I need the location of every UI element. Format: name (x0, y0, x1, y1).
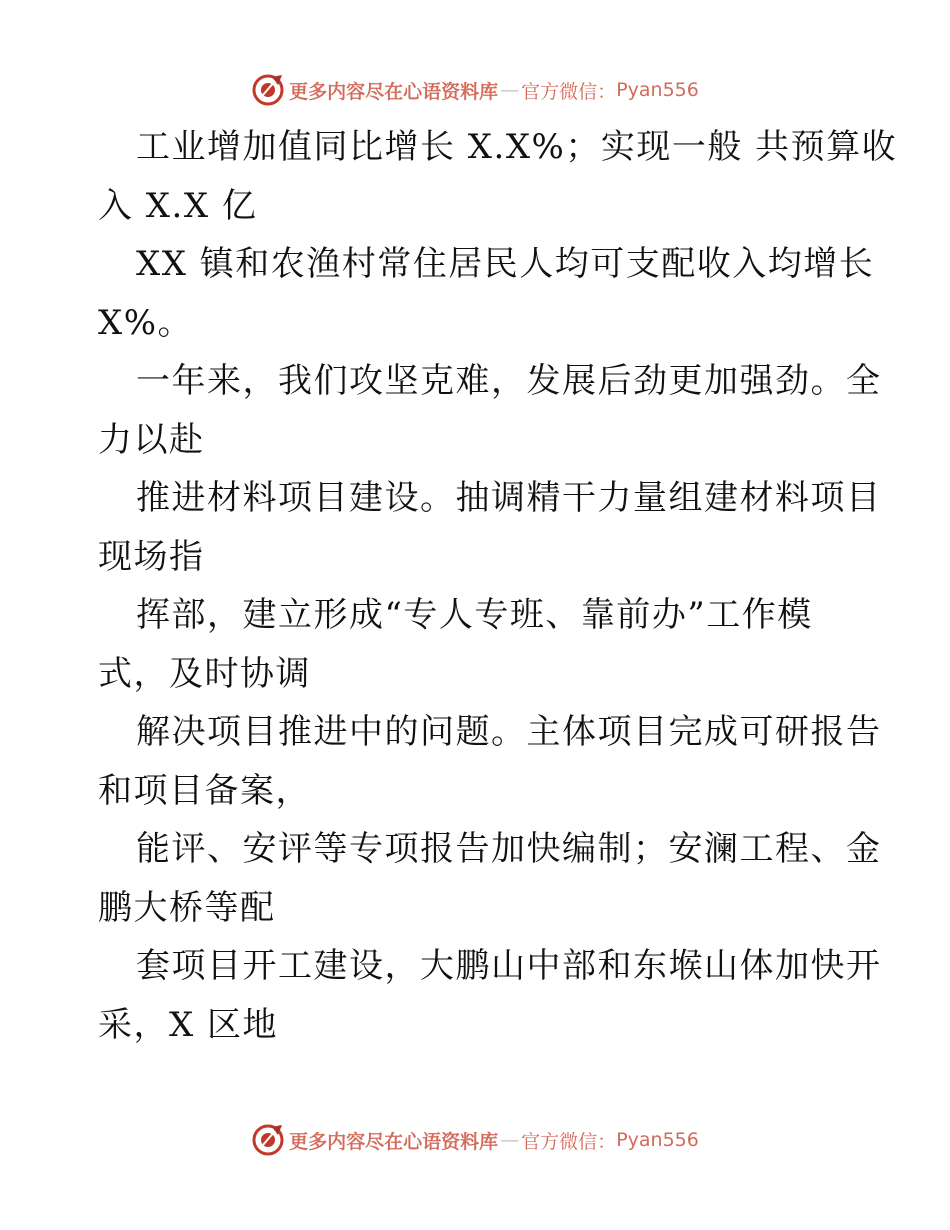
paragraph (98, 469, 882, 586)
paragraph-line: 和项目备案， (98, 770, 311, 811)
watermark-brand: 更多内容尽在心语资料库 (289, 80, 499, 103)
paragraph-line: 式，及时协调 (98, 653, 311, 694)
watermark-brand: 更多内容尽在心语资料库 (289, 1130, 499, 1153)
paragraph (98, 703, 882, 820)
watermark-wechat-label: 官方微信： (521, 1130, 617, 1153)
paragraph (98, 235, 875, 352)
paragraph (98, 352, 882, 469)
paragraph-line: 力以赴 (98, 419, 205, 460)
paragraph-line: XX 镇和农渔村常住居民人均可支配收入均增长 (136, 244, 875, 284)
paragraph-line: 工业增加值同比增长 X.X%；实现一般 共预算收 (136, 127, 898, 167)
watermark-wechat-id: Pyan556 (616, 79, 699, 101)
quill-logo-icon (251, 73, 285, 107)
paragraph (98, 820, 882, 937)
paragraph-line: 现场指 (98, 536, 205, 577)
watermark-wechat-label: 官方微信： (521, 80, 617, 103)
paragraph (98, 586, 858, 703)
paragraph-line: 解决项目推进中的问题。主体项目完成可研报告 (136, 712, 882, 752)
paragraph (98, 118, 898, 235)
paragraph-line: 采，X 区地 (98, 1004, 279, 1045)
paragraph (98, 937, 882, 1054)
quill-logo-icon (251, 1123, 285, 1157)
document-body (98, 118, 898, 1054)
paragraph-line: 鹏大桥等配 (98, 887, 276, 928)
header-watermark (0, 70, 950, 110)
watermark-separator: — (500, 1129, 520, 1151)
watermark-separator: — (500, 79, 520, 101)
paragraph-line: 能评、安评等专项报告加快编制；安澜工程、金 (136, 829, 882, 869)
paragraph-line: 入 X.X 亿 (98, 185, 258, 226)
paragraph-line: 挥部，建立形成“专人专班、靠前办”工作模 (136, 595, 813, 635)
watermark-wechat-id: Pyan556 (616, 1129, 699, 1151)
footer-watermark (0, 1120, 950, 1160)
paragraph-line: 推进材料项目建设。抽调精干力量组建材料项目 (136, 478, 882, 518)
paragraph-line: 一年来，我们攻坚克难，发展后劲更加强劲。全 (136, 361, 882, 401)
paragraph-line: 套项目开工建设，大鹏山中部和东堠山体加快开 (136, 946, 882, 986)
paragraph-line: X%。 (98, 302, 194, 343)
